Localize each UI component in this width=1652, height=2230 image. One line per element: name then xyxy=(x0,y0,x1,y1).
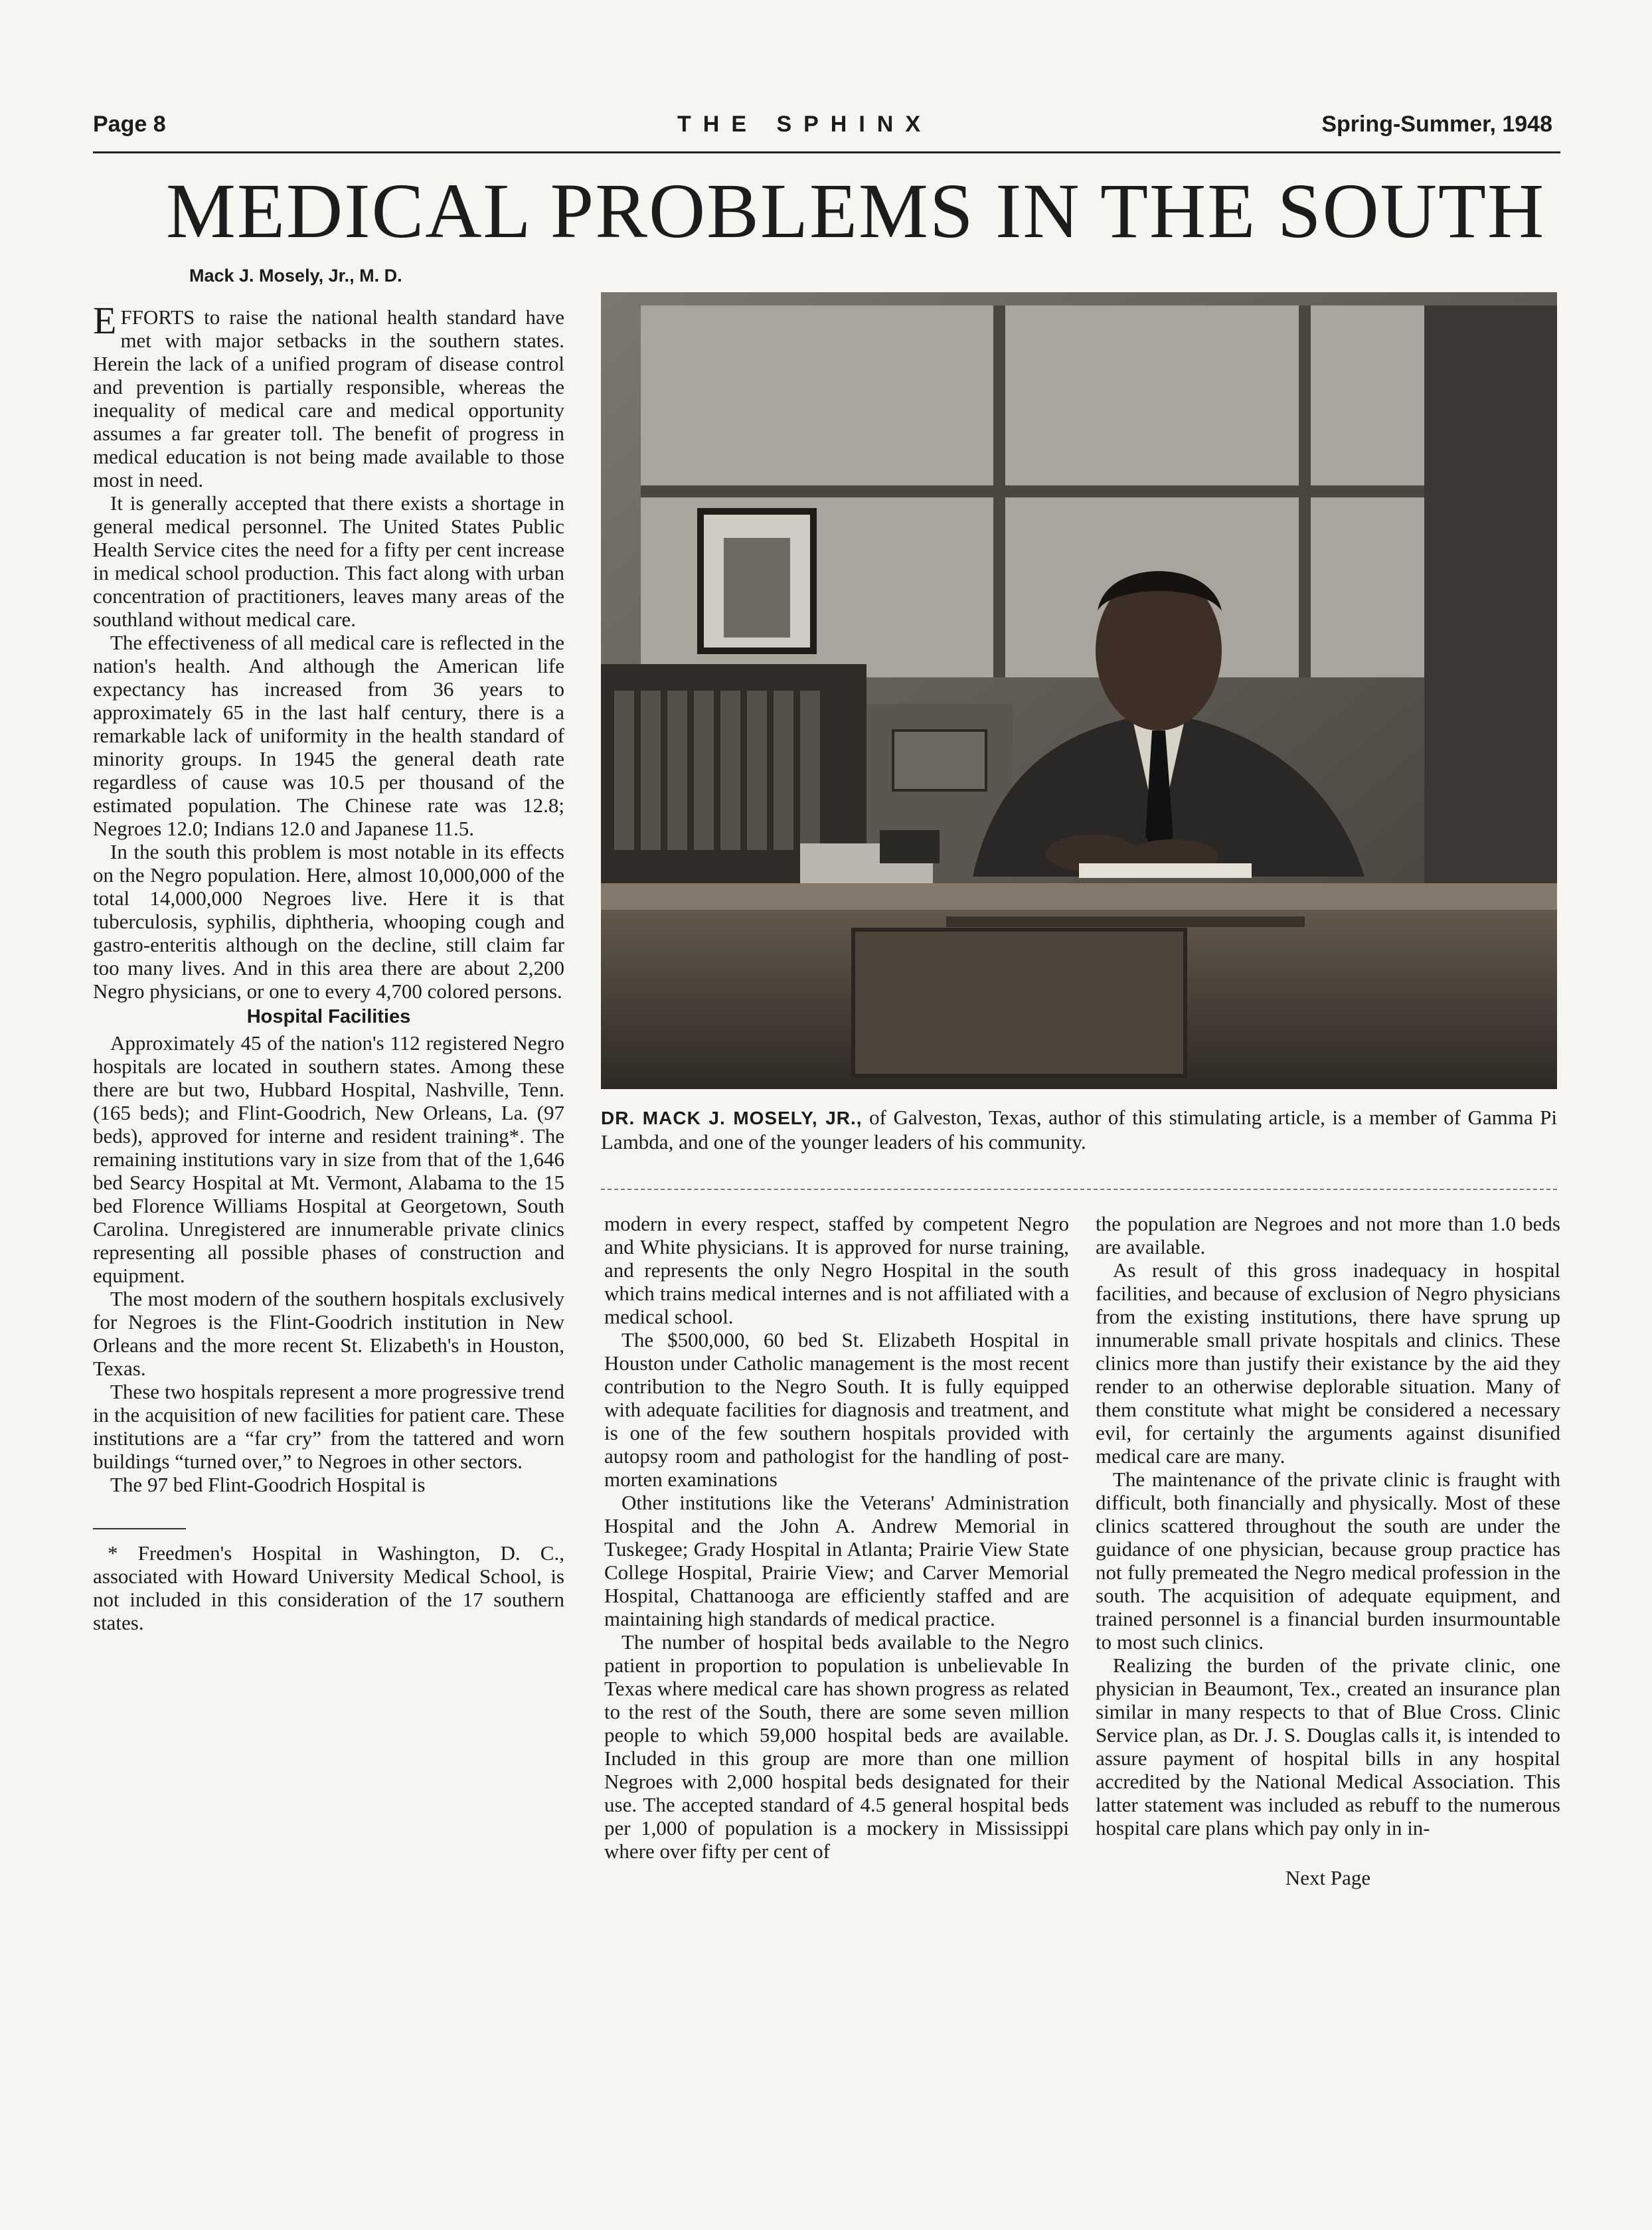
issue-date: Spring-Summer, 1948 xyxy=(1321,112,1552,137)
paragraph: The 97 bed Flint-Goodrich Hospital is xyxy=(110,1473,426,1496)
paragraph: These two hospitals represent a more progressive trend in the acquisition of new facilities for patient care. These institutions are a “far cry” from the tattered and worn buildings “turned over,” to Negroes in other sectors. xyxy=(93,1380,564,1473)
drop-cap: E xyxy=(93,299,117,342)
caption-text: of Galveston, Texas, author of this stimulating article, is a member of Gamma Pi Lambda, and one of the younger leaders of his community. xyxy=(601,1106,1558,1154)
column-2 xyxy=(604,1212,1069,1863)
paragraph: The number of hospital beds available to the Negro patient in proportion to population is unbelievable In Texas where medical care has shown progress as related to the rest of the South, there are some seven million people to which 59,000 hospital beds are available. Included in this group are more than one million Negroes with 2,000 hospital beds designated for their use. The accepted standard of 4.5 general hospital beds per 1,000 of population is a mockery in Mississippi where over fifty per cent of xyxy=(604,1630,1069,1863)
footnote-rule xyxy=(93,1528,186,1529)
page-number: Page 8 xyxy=(93,112,166,137)
article-byline: Mack J. Mosely, Jr., M. D. xyxy=(189,266,402,286)
caption-divider xyxy=(601,1189,1557,1190)
column-3 xyxy=(1096,1212,1560,1889)
article-headline: MEDICAL PROBLEMS IN THE SOUTH xyxy=(166,167,1546,254)
photo-caption xyxy=(601,1106,1557,1154)
paragraph: It is generally accepted that there exists a shortage in general medical personnel. The United States Public Health Service cites the need for a fifty per cent increase in medical school production. This fact along with urban concentration of practitioners, leaves many areas of the southland without medical care. xyxy=(93,491,564,631)
paragraph: Other institutions like the Veterans' Administration Hospital and the John A. Andrew Memorial in Tuskegee; Grady Hospital in Atlanta; Prairie View State College Hospital, Prairie View; and Carver Memorial Hospital, Chattanooga are efficiently staffed and are maintaining high standards of medical practice. xyxy=(604,1491,1069,1630)
paragraph: the population are Negroes and not more than 1.0 beds are available. xyxy=(1096,1212,1560,1258)
paragraph: The most modern of the southern hospitals exclusively for Negroes is the Flint-Goodrich institution in New Orleans and the more recent St. Elizabeth's in Houston, Texas. xyxy=(93,1287,564,1380)
paragraph: As result of this gross inadequacy in hospital facilities, and because of exclusion of Negro physicians from the existing institutions, there have sprung up innumerable small private hospitals and clinics. These clinics more than justify their existance by the aid they render to an otherwise deplorable situation. Many of them constitute what might be considered a necessary evil, for certainly the arguments against disunified medical care are many. xyxy=(1096,1258,1560,1468)
publication-title: THE SPHINX xyxy=(677,112,933,137)
section-subhead: Hospital Facilities xyxy=(246,1006,411,1027)
paragraph: Approximately 45 of the nation's 112 registered Negro hospitals are located in southern states. Among these there are but two, Hubbard Hospital, Nashville, Tenn. (165 beds); and Flint-Goodrich, New Orleans, La. (97 beds), approved for interne and resident training*. The remaining institutions vary in size from that of the 1,646 bed Searcy Hospital at Mt. Vermont, Alabama to the 15 bed Florence Williams Hospital at Georgetown, South Carolina. Unregistered are innumerable private clinics representing all possible phases of construction and equipment. xyxy=(93,1031,564,1287)
next-page-link[interactable]: Next Page xyxy=(1285,1866,1371,1889)
caption-name: DR. MACK J. MOSELY, JR., xyxy=(601,1108,863,1128)
author-photograph xyxy=(601,292,1557,1089)
paragraph: The maintenance of the private clinic is fraught with difficult, both financially and physically. Most of these clinics scattered throughout the south are under the guidance of one physician, because group practice has not fully premeated the Negro medical profession in the south. The acquisition of adequate equipment, and trained personnel is a financial burden insurmountable to most such clinics. xyxy=(1096,1468,1560,1654)
paragraph: modern in every respect, staffed by competent Negro and White physicians. It is approved for nurse training, and represents the only Negro Hospital in the south which trains medical internes and is not affiliated with a medical school. xyxy=(604,1212,1069,1328)
paragraph: In the south this problem is most notable in its effects on the Negro population. Here, almost 10,000,000 of the total 14,000,000 Negroes live. Here it is that tuberculosis, syphilis, diphtheria, whooping cough and gastro-enteritis although on the decline, still claim far too many lives. And in this area there are about 2,200 Negro physicians, or one to every 4,700 colored persons. xyxy=(93,840,564,1003)
paragraph: EFFORTS to raise the national health standard have met with major setbacks in the southern states. Herein the lack of a unified program of disease control and prevention is partially responsible, whereas the inequality of medical care and medical opportunity assumes a far greater toll. The benefit of progress in medical education is not being made available to those most in need. xyxy=(93,299,564,491)
column-1 xyxy=(93,299,564,1634)
paragraph: The $500,000, 60 bed St. Elizabeth Hospital in Houston under Catholic management is the most recent contribution to the Negro South. It is fully equipped with adequate facilities for diagnosis and treatment, and is one of the few southern hospitals provided with autopsy room and pathologist for the handling of post-morten examinations xyxy=(604,1328,1069,1491)
photo-illustration xyxy=(601,292,1557,1089)
paragraph: Realizing the burden of the private clinic, one physician in Beaumont, Tex., created an insurance plan similar in many respects to that of Blue Cross. Clinic Service plan, as Dr. J. S. Douglas calls it, is intended to assure payment of hospital bills in any hospital accredited by the National Medical Association. This latter statement was included as rebuff to the numerous hospital care plans which pay only in in- xyxy=(1096,1654,1560,1840)
header-rule xyxy=(93,151,1560,153)
paragraph: The effectiveness of all medical care is reflected in the nation's health. And although the American life expectancy has increased from 36 years to approximately 65 in the last half century, there is a remarkable lack of uniformity in the health standard of minority groups. In 1945 the general death rate regardless of cause was 10.5 per thousand of the estimated population. The Chinese rate was 12.8; Negroes 12.0; Indians 12.0 and Japanese 11.5. xyxy=(93,631,564,840)
footnote: * Freedmen's Hospital in Washington, D. C., associated with Howard University Medical School, is not included in this consideration of the 17 southern states. xyxy=(93,1541,564,1634)
